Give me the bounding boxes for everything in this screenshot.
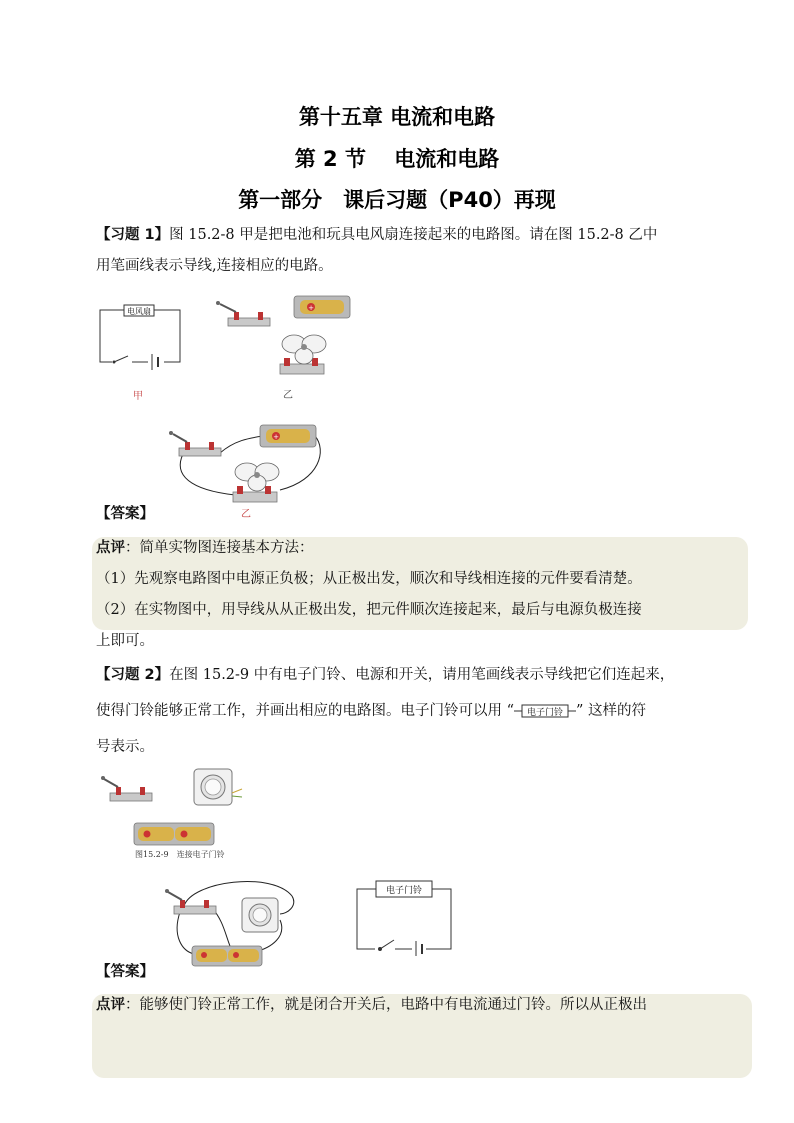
- fan-label: 电风扇: [127, 307, 151, 316]
- components-yi: [214, 292, 364, 382]
- switch-icon: [165, 889, 216, 914]
- exercise-2-line-2a: 使得门铃能够正常工作，并画出相应的电路图。电子门铃可以用 “: [96, 703, 515, 719]
- exercise-2-text: [96, 657, 746, 765]
- chapter-title: 第十五章 电流和电路: [298, 105, 496, 129]
- note-1-item-1: （1）先观察电路图中电源正负极；从正极出发，顺次和导线相连接的元件要看清楚。: [96, 571, 642, 587]
- section-title: 第 2 节 电流和电路: [294, 147, 500, 171]
- note-1-title: ：简单实物图连接基本方法：: [125, 540, 314, 556]
- note-1-item-2: （2）在实物图中，用导线从从正极出发，把元件顺次连接起来，最后与电源负极连接: [96, 602, 642, 618]
- battery-pack-icon: [192, 946, 262, 966]
- switch-icon: [169, 431, 221, 456]
- answer-1-figure: [165, 420, 330, 512]
- note-2-body: ：能够使门铃正常工作，就是闭合开关后，电路中有电流通过门铃。所以从正极出: [125, 997, 647, 1013]
- bell-symbol: [514, 703, 576, 719]
- exercise-1-line-1: 图 15.2-8 甲是把电池和玩具电风扇连接起来的电路图。请在图 15.2-8 乙中: [169, 227, 658, 243]
- exercise-1-line-2: 用笔画线表示导线,连接相应的电路。: [96, 258, 333, 274]
- part-title: 第一部分 课后习题（P40）再现: [238, 188, 556, 212]
- battery-pack-icon: [134, 823, 214, 845]
- exercise-2-line-1: 在图 15.2-9 中有电子门铃、电源和开关，请用笔画线表示导线把它们连起来，: [169, 667, 675, 683]
- note-1-text: [96, 533, 746, 657]
- switch-icon: [101, 776, 152, 801]
- exercise-1-text: [96, 220, 736, 282]
- fan-icon: [280, 335, 326, 374]
- exercise-2-line-2b: ” 这样的符: [576, 703, 647, 719]
- figure-15-2-9-caption: 图15.2-9 连接电子门铃: [135, 850, 225, 859]
- note-1-item-2-cont: 上即可。: [96, 633, 154, 649]
- circuit-diagram-jia: [92, 300, 192, 370]
- caption-yi: 乙: [283, 390, 293, 401]
- doorbell-icon: [194, 769, 242, 805]
- doorbell-icon: [242, 898, 278, 932]
- components-figure-2: [100, 765, 250, 850]
- svg-text:+: +: [273, 433, 279, 441]
- fan-icon: [233, 463, 279, 502]
- svg-text:+: +: [308, 304, 314, 312]
- note-1-prefix: 点评: [96, 540, 125, 556]
- exercise-2-line-3: 号表示。: [96, 739, 154, 755]
- caption-jia: 甲: [133, 391, 143, 402]
- answer-2-circuit-diagram: [350, 876, 460, 956]
- exercise-1-label: 【习题 1】: [96, 227, 170, 243]
- answer-1-label: 【答案】: [96, 506, 154, 522]
- switch-icon: [216, 301, 270, 326]
- battery-icon: [294, 296, 350, 318]
- caption-yi-answer: 乙: [241, 509, 251, 520]
- bell-symbol-label: 电子门铃: [527, 708, 564, 718]
- battery-icon: [260, 425, 316, 447]
- circuit-bell-label: 电子门铃: [385, 886, 423, 896]
- answer-2-label: 【答案】: [96, 964, 154, 980]
- exercise-2-label: 【习题 2】: [96, 667, 170, 683]
- note-2-text: [96, 990, 746, 1021]
- answer-2-physical: [162, 876, 302, 968]
- note-2-prefix: 点评: [96, 997, 125, 1013]
